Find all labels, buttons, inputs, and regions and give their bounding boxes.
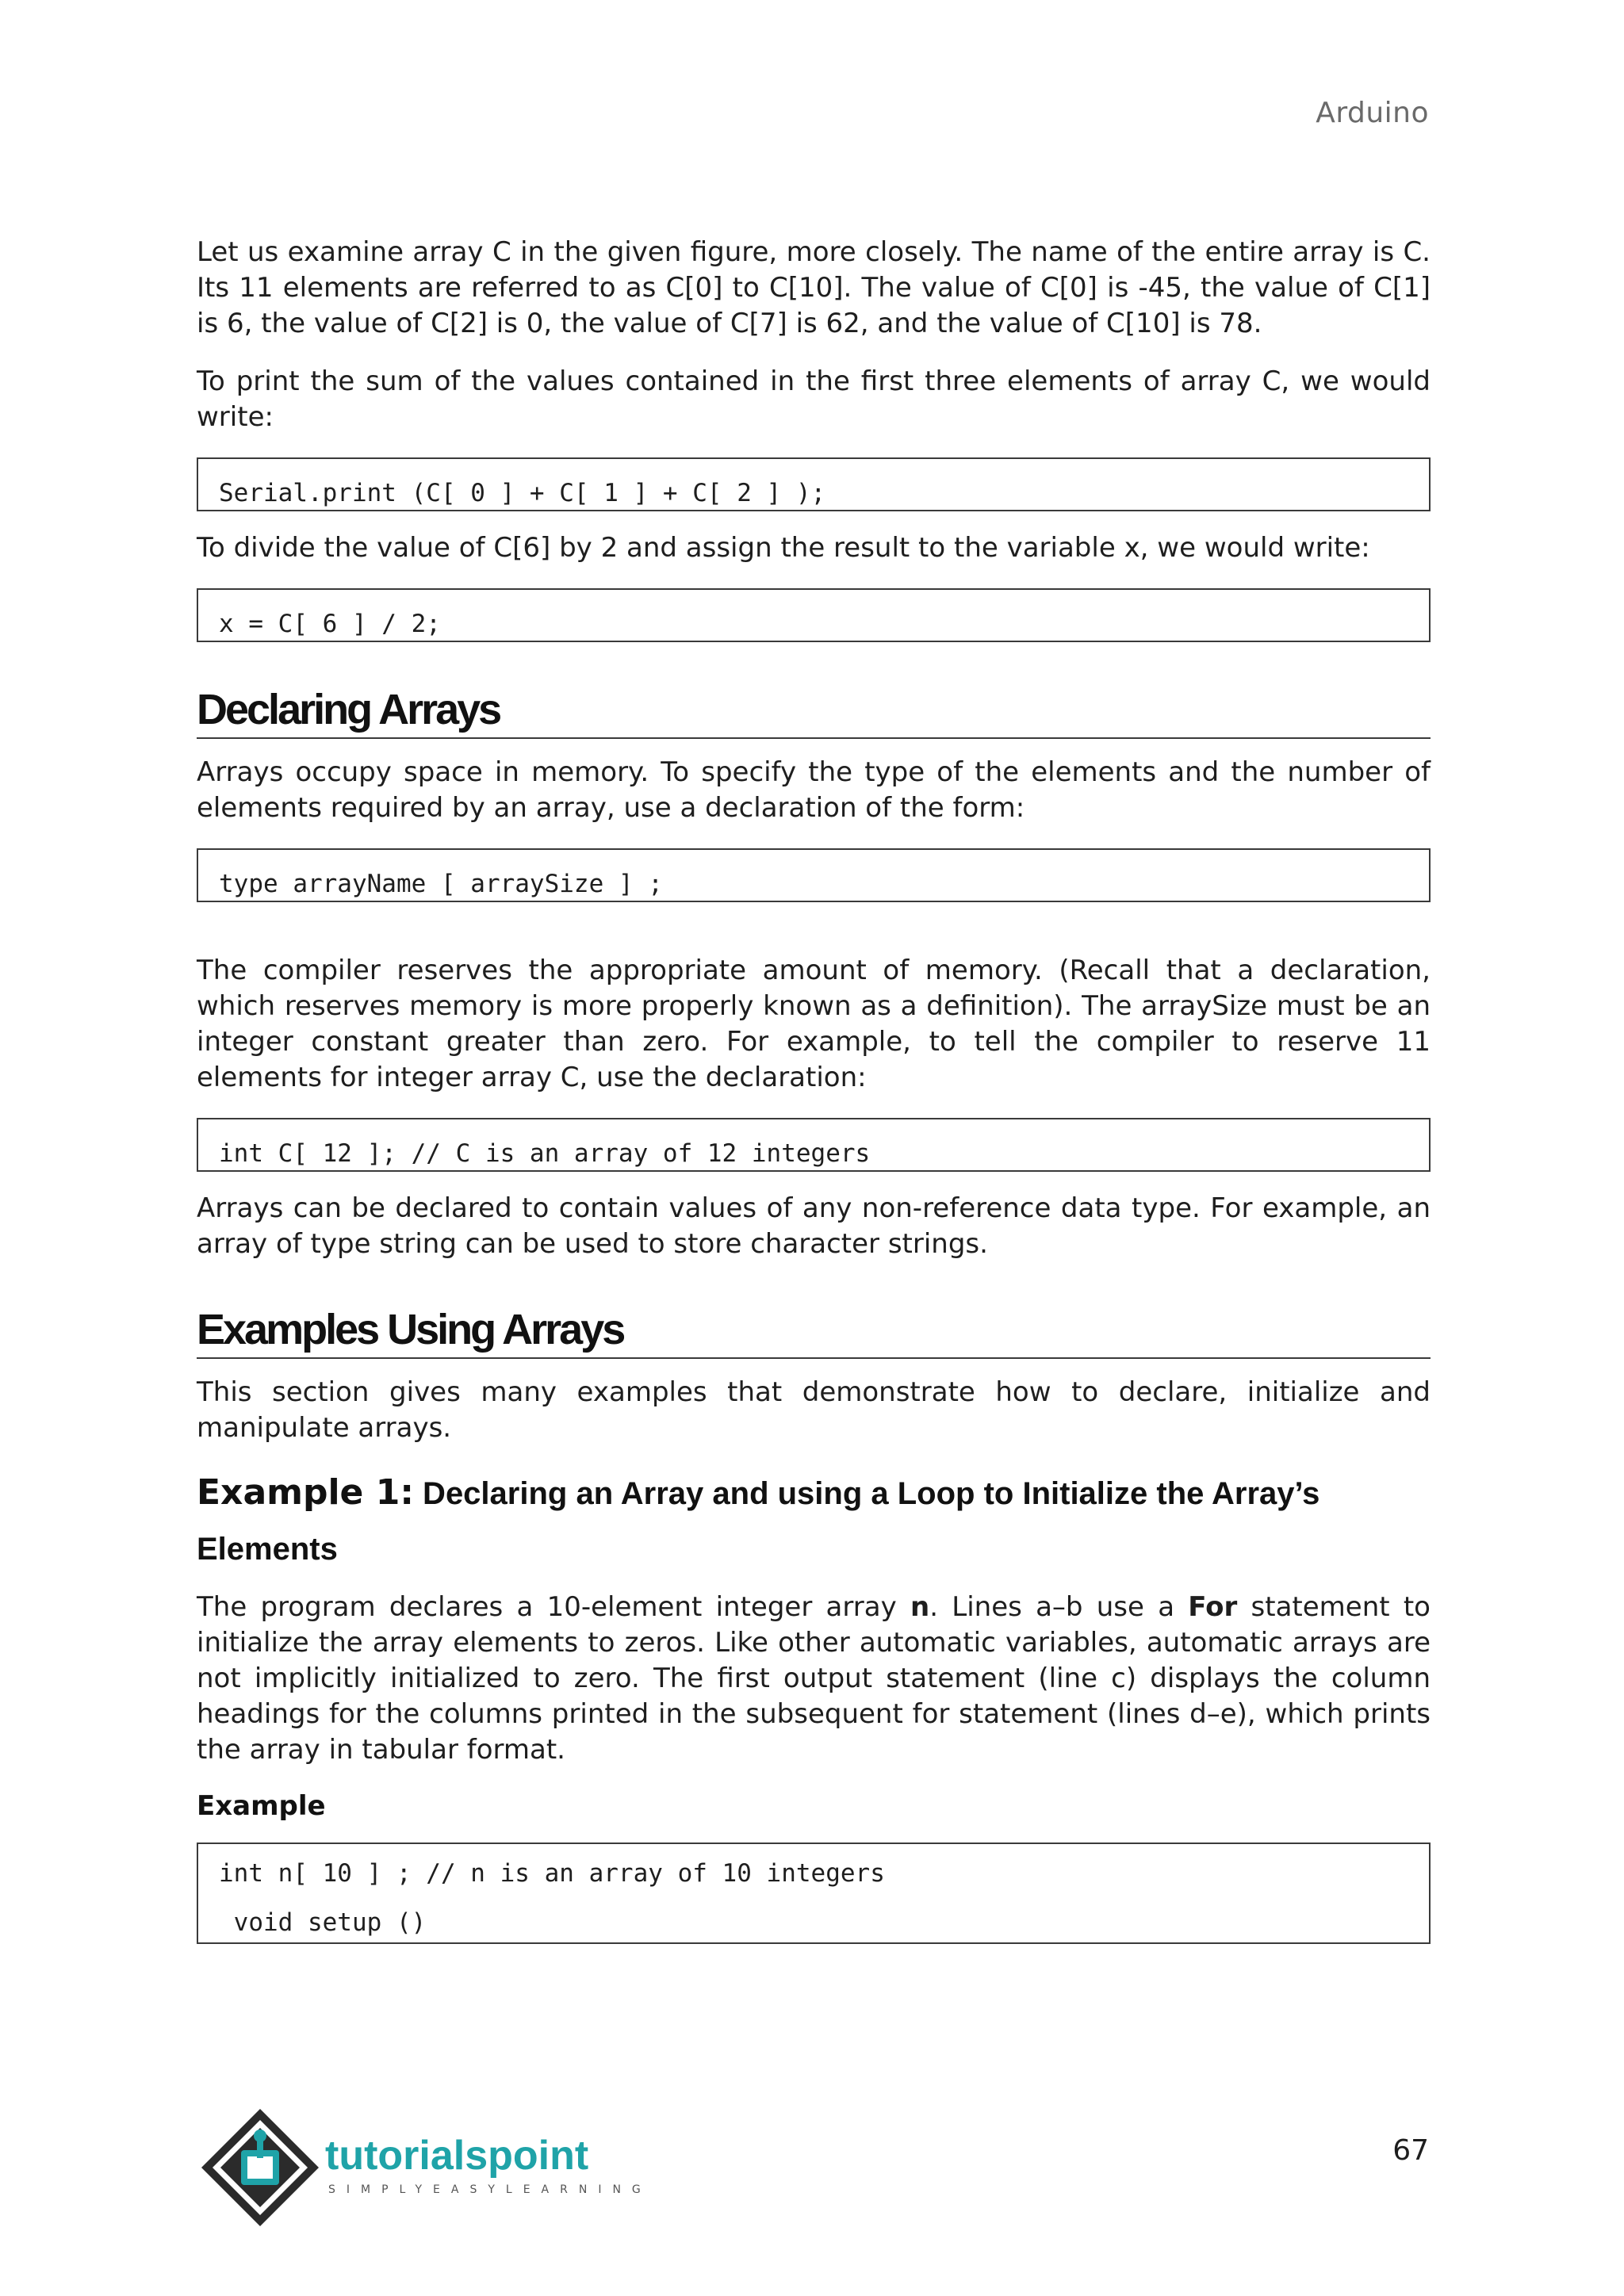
logo-graphic (197, 2104, 641, 2231)
running-header: Arduino (1316, 97, 1429, 129)
paragraph: Arrays can be declared to contain values of any non-reference data type. For example, an array of type string can be used to store character strings. (197, 1192, 1431, 1260)
paragraph (197, 1590, 1431, 1768)
paragraph: Let us examine array C in the given figure, more closely. The name of the entire array is C. Its 11 elements are referred to as C[0] to C[10]. The value of C[0] is -45, the value of C[1] is 6, the value of C[2] is 0, the value of C[7] is 62, and the value of C[10] is 78. (197, 236, 1431, 339)
page-content (197, 235, 1431, 1963)
paragraph: To divide the value of C[6] by 2 and assign the result to the variable x, we would write: (197, 532, 1370, 564)
code-line: int C[ 12 ]; // C is an array of 12 integers (219, 1139, 871, 1168)
section-heading: Declaring Arrays (197, 685, 1431, 739)
paragraph: To print the sum of the values contained in the first three elements of array C, we would write: (197, 365, 1431, 433)
code-line: Serial.print (C[ 0 ] + C[ 1 ] + C[ 2 ] ); (219, 479, 826, 507)
code-block (197, 848, 1431, 902)
example-label: Example (197, 1790, 326, 1822)
code-block (197, 1843, 1431, 1944)
logo-wordmark: tutorialspoint (325, 2133, 589, 2179)
bold-term: n (910, 1591, 930, 1623)
logo-tagline: SIMPLYEASYLEARNING (328, 2183, 641, 2196)
paragraph: This section gives many examples that demonstrate how to declare, initialize and manipulate arrays. (197, 1376, 1431, 1444)
code-block (197, 588, 1431, 642)
text-run: The program declares a 10-element integer array (197, 1591, 910, 1623)
bold-term: For (1188, 1591, 1238, 1623)
paragraph: Arrays occupy space in memory. To specify the type of the elements and the number of elements required by an array, use a declaration of the form: (197, 756, 1431, 824)
code-line: x = C[ 6 ] / 2; (219, 610, 441, 638)
paragraph: The compiler reserves the appropriate amount of memory. (Recall that a declaration, which reserves memory is more properly known as a definition). The arraySize must be an integer constant greater than zero. For example, to tell the compiler to reserve 11 elements for integer array C, use the declaration: (197, 955, 1431, 1093)
code-line: void setup () (219, 1908, 427, 1937)
example-heading (197, 1468, 1431, 1580)
section-heading: Examples Using Arrays (197, 1305, 1431, 1359)
text-run: statement to initialize the array elements to zeros. Like other automatic variables, automatic arrays are not implicitly initialized to zero. The first output statement (line c) displays the column headings for the columns printed in the subsequent for statement (lines d–e), which prints the array in tabular format. (197, 1591, 1431, 1766)
example-heading-lead: Example 1: (197, 1472, 414, 1513)
text-run: . Lines a–b use a (929, 1591, 1189, 1623)
example-heading-title: Declaring an Array and using a Loop to Initialize the Array’s Elements (197, 1476, 1320, 1567)
logo-diamond-icon (201, 2109, 319, 2226)
code-line: int n[ 10 ] ; // n is an array of 10 integers (219, 1859, 885, 1888)
tutorialspoint-logo (197, 2104, 641, 2231)
code-block (197, 1118, 1431, 1172)
code-line: type arrayName [ arraySize ] ; (219, 870, 663, 898)
code-block (197, 457, 1431, 511)
page-number: 67 (1392, 2134, 1429, 2167)
